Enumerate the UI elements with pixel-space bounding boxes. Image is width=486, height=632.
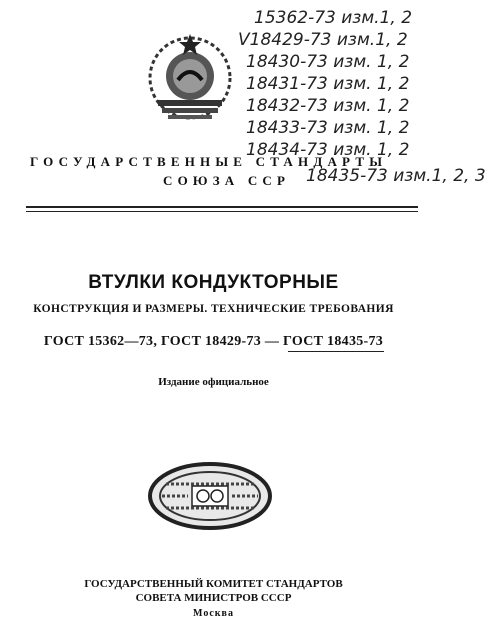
header-divider <box>26 206 418 208</box>
library-stamp-icon <box>148 462 272 530</box>
footer-council: СОВЕТА МИНИСТРОВ СССР <box>135 592 292 604</box>
handwritten-note: V18429-73 изм.1, 2 <box>238 30 408 50</box>
handwritten-note: 18434-73 изм. 1, 2 <box>246 140 410 160</box>
handwritten-note: 18435-73 изм.1, 2, 3 <box>306 166 486 186</box>
footer-publisher: ГОСУДАРСТВЕННЫЙ КОМИТЕТ СТАНДАРТОВ <box>84 578 343 590</box>
handwritten-note: 18430-73 изм. 1, 2 <box>246 52 410 72</box>
ussr-state-emblem-icon <box>140 28 240 124</box>
gost-numbers: ГОСТ 15362—73, ГОСТ 18429-73 — ГОСТ 18435-73 <box>43 334 384 349</box>
handwritten-note: 18432-73 изм. 1, 2 <box>246 96 410 116</box>
footer-city: Москва <box>193 608 234 619</box>
header-divider <box>26 211 418 212</box>
underline <box>288 351 384 352</box>
edition-label: Издание официальное <box>158 376 269 388</box>
handwritten-note: 18433-73 изм. 1, 2 <box>246 118 410 138</box>
document-subtitle: КОНСТРУКЦИЯ И РАЗМЕРЫ. ТЕХНИЧЕСКИЕ ТРЕБОВАНИЯ <box>33 303 394 315</box>
document-title: ВТУЛКИ КОНДУКТОРНЫЕ <box>88 272 339 293</box>
handwritten-note: 18431-73 изм. 1, 2 <box>246 74 410 94</box>
header-line-1: ГОСУДАРСТВЕННЫЕ СТАНДАРТЫ <box>30 154 388 169</box>
header-line-2: СОЮЗА ССР <box>163 173 291 188</box>
handwritten-note: 15362-73 изм.1, 2 <box>254 8 413 28</box>
